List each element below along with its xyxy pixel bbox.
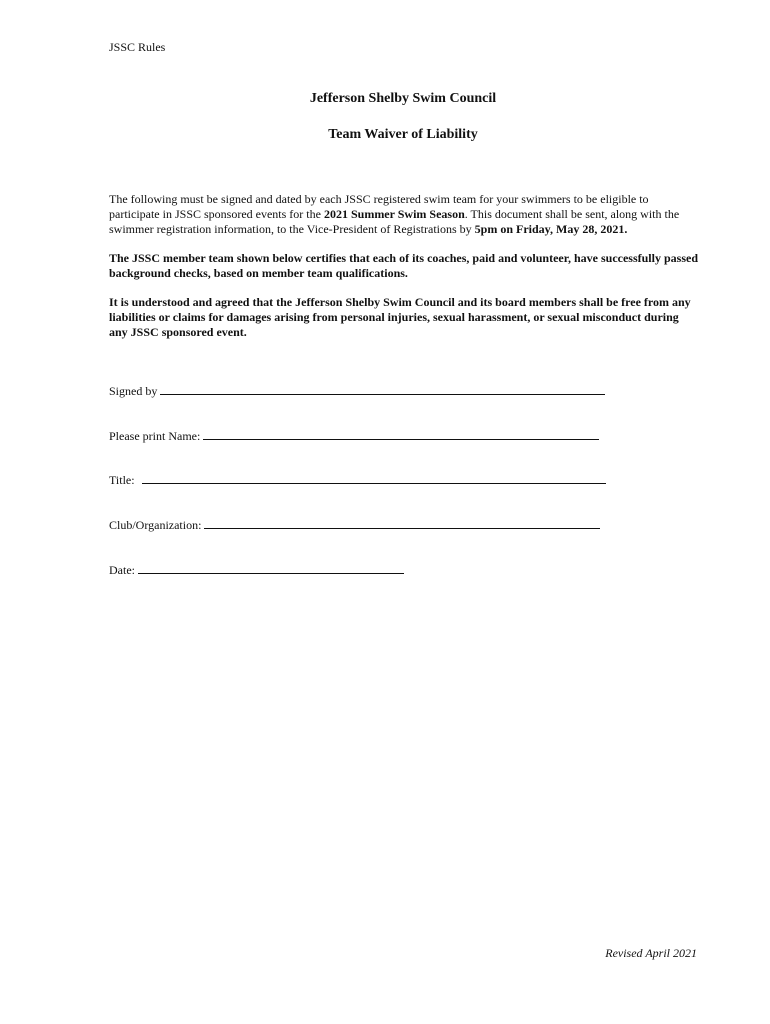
- signed-by-field: [109, 384, 605, 399]
- date-field: [109, 563, 404, 578]
- title-field: [109, 473, 606, 488]
- date-label: Date:: [109, 563, 135, 577]
- signed-by-label: Signed by: [109, 384, 158, 398]
- eligibility-text-2: . This document shall be sent, along with the swimmer registration information, to the Vice-President of Registrations by: [109, 207, 680, 236]
- eligibility-paragraph: [109, 192, 699, 237]
- club-label: Club/Organization:: [109, 518, 202, 532]
- title-line[interactable]: [142, 473, 606, 484]
- liability-paragraph: It is understood and agreed that the Jefferson Shelby Swim Council and its board members shall be free from any liabilities or claims for damages arising from personal injuries, sexual harassment, or sexual misconduct during any JSSC sponsored event.: [109, 295, 691, 339]
- season-name: 2021 Summer Swim Season: [323, 207, 465, 221]
- revision-note: Revised April 2021: [605, 946, 697, 960]
- header-label: JSSC Rules: [109, 40, 166, 54]
- print-name-field: [109, 429, 599, 444]
- title-label: Title:: [109, 473, 135, 487]
- document-title: Team Waiver of Liability: [328, 127, 478, 142]
- organization-title: Jefferson Shelby Swim Council: [309, 91, 497, 106]
- print-name-label: Please print Name:: [109, 429, 201, 443]
- submission-deadline: 5pm on Friday, May 28, 2021.: [474, 222, 628, 236]
- club-line[interactable]: [204, 518, 600, 529]
- date-line[interactable]: [138, 563, 404, 574]
- signed-by-line[interactable]: [160, 384, 605, 395]
- print-name-line[interactable]: [203, 429, 599, 440]
- club-field: [109, 518, 600, 533]
- certification-paragraph: The JSSC member team shown below certifies that each of its coaches, paid and volunteer, have successfully passed background checks, based on member team qualifications.: [109, 251, 698, 280]
- eligibility-text-1: The following must be signed and dated by each JSSC registered swim team for your swimmers to be eligible to participate in JSSC sponsored events for the: [109, 192, 649, 221]
